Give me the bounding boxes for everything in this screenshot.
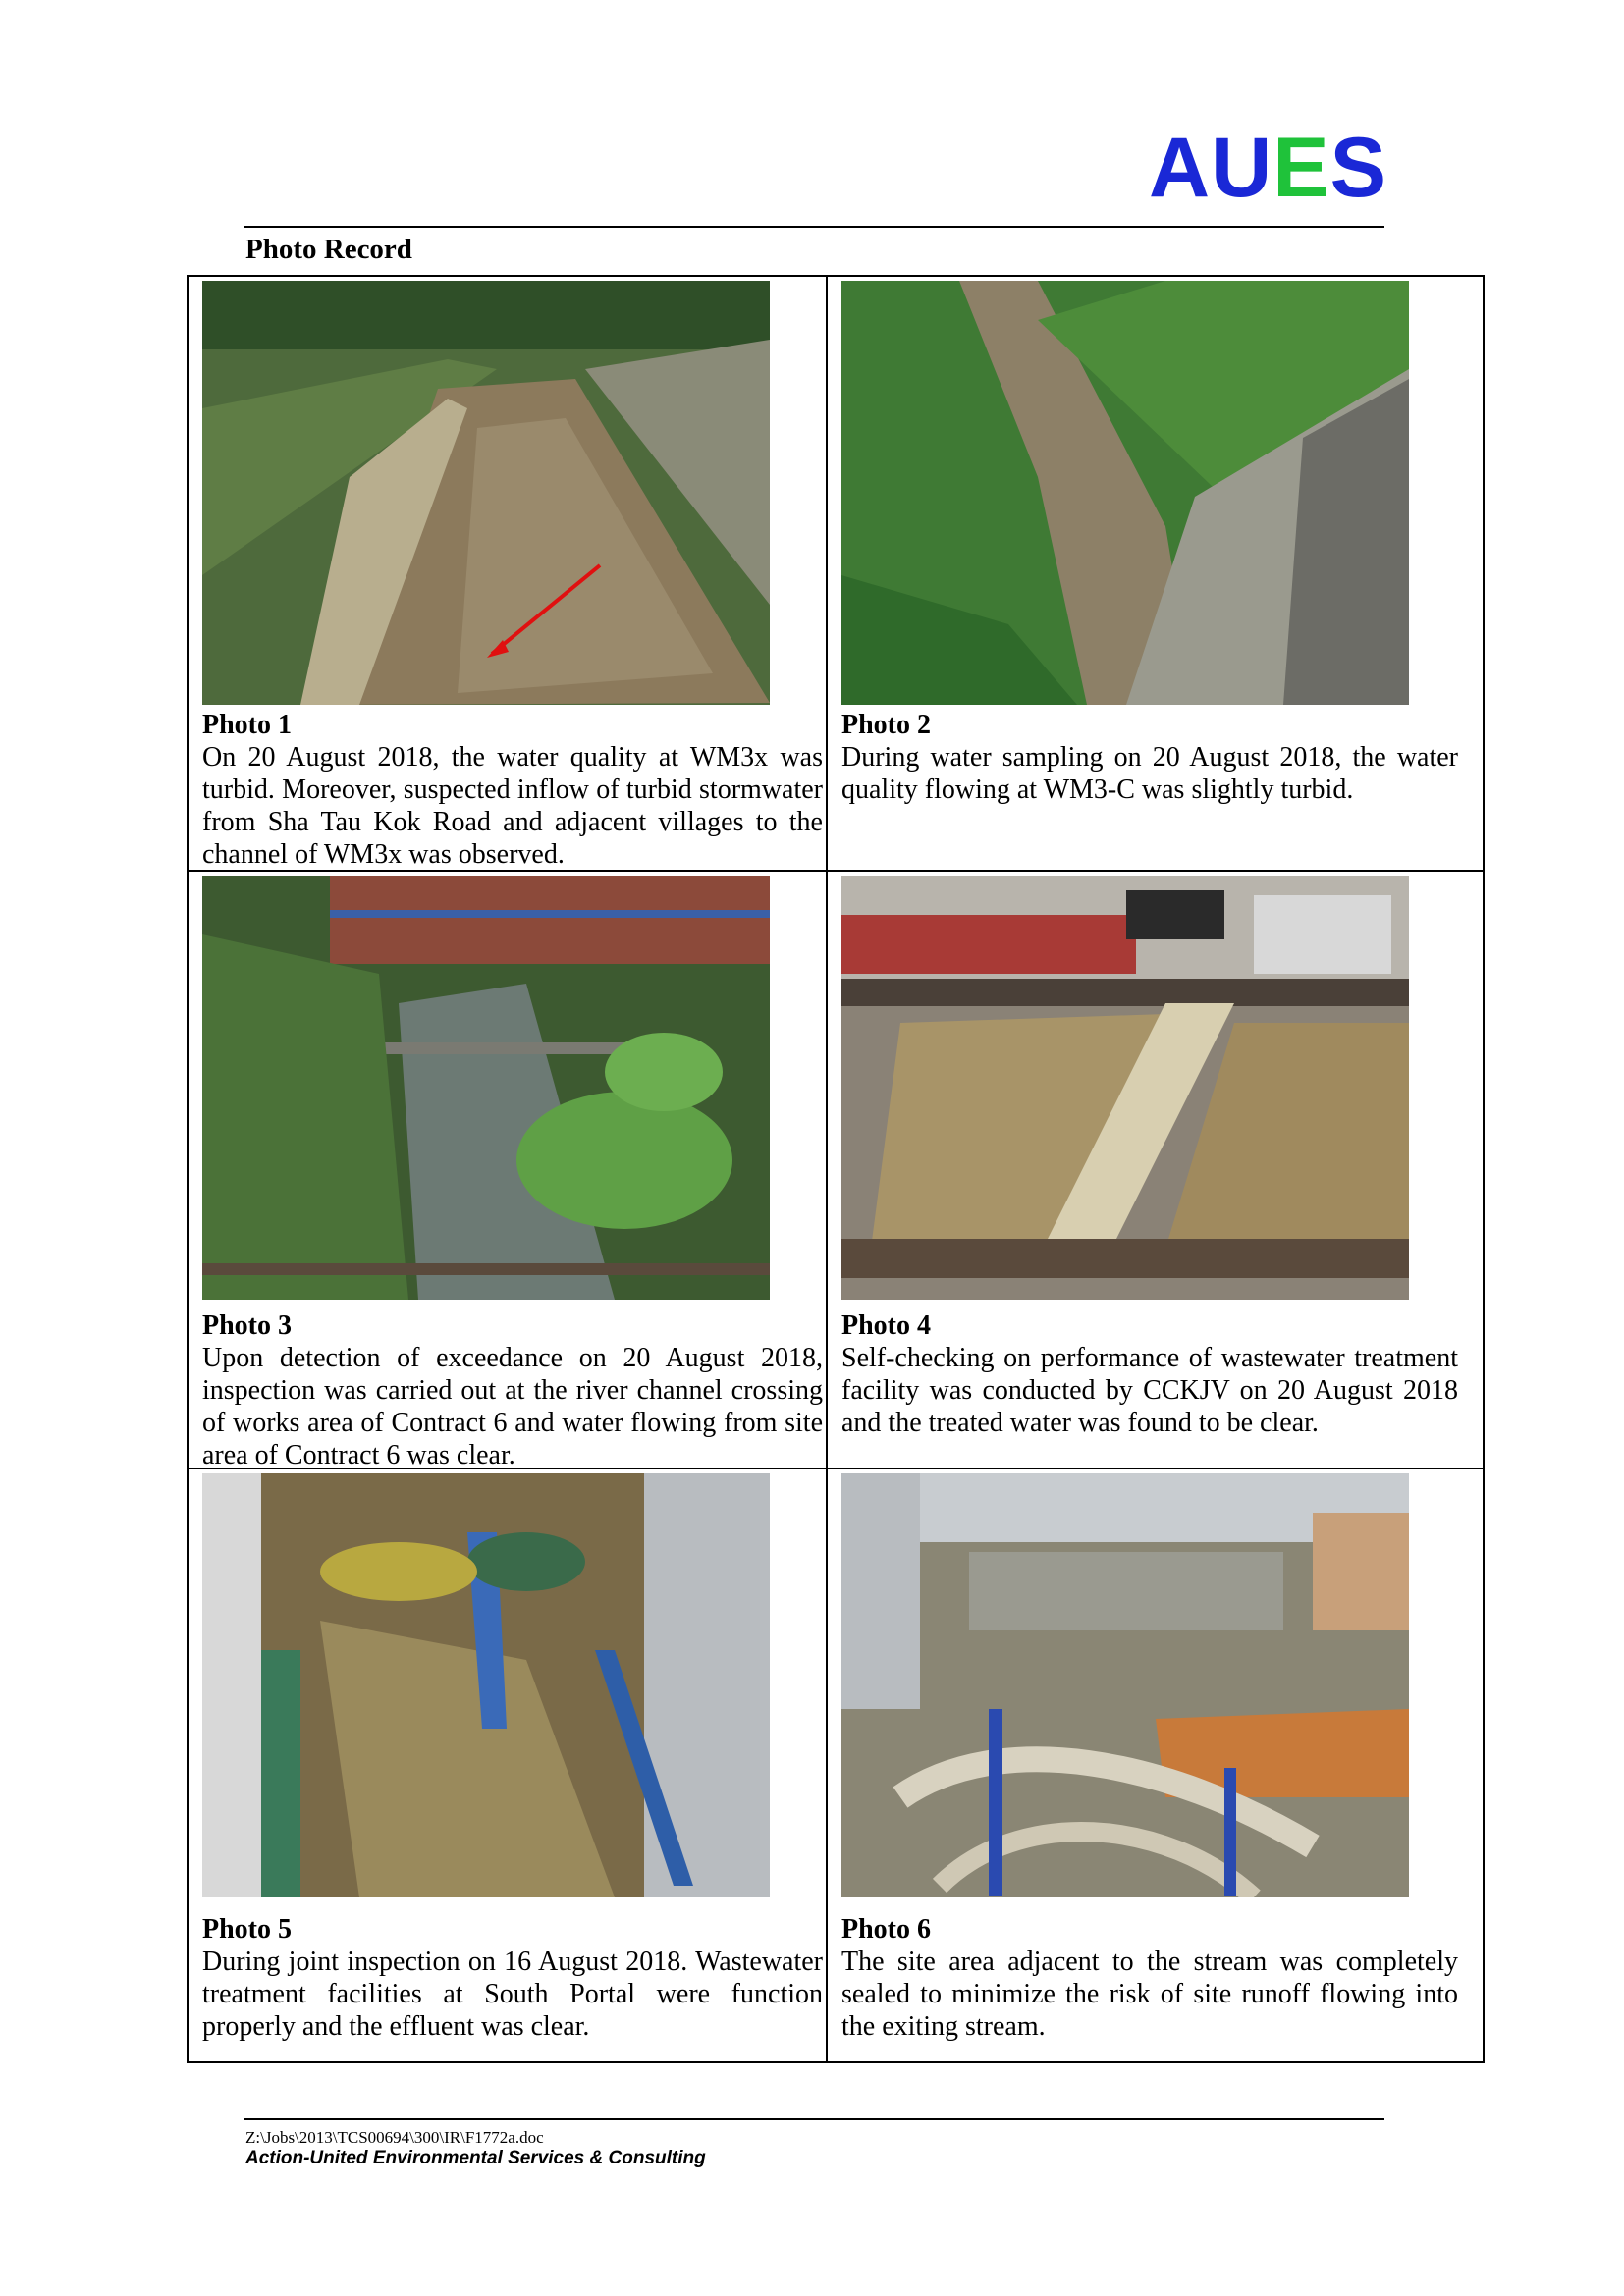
photo-2-caption <box>841 709 1458 806</box>
photo-1-caption <box>202 709 823 871</box>
photo-1-text: On 20 August 2018, the water quality at WM3x was turbid. Moreover, suspected inflow of turbid stormwater from Sha Tau Kok Road and adjacent villages to the channel of WM3x was observed. <box>202 742 823 870</box>
table-column-divider <box>826 277 828 2061</box>
photo-1-label: Photo 1 <box>202 710 292 740</box>
photo-2-label: Photo 2 <box>841 710 931 740</box>
photo-5-label: Photo 5 <box>202 1914 292 1945</box>
photo-3-image <box>202 876 770 1300</box>
footer-divider <box>244 2118 1384 2120</box>
photo-4-label: Photo 4 <box>841 1310 931 1341</box>
photo-record-table <box>187 275 1485 2063</box>
photo-5-caption <box>202 1913 823 2043</box>
footer-company-name: Action-United Environmental Services & Consulting <box>245 2148 706 2168</box>
photo-6-label: Photo 6 <box>841 1914 931 1945</box>
header-divider <box>244 226 1384 228</box>
photo-6-text: The site area adjacent to the stream was completely sealed to minimize the risk of site runoff flowing into the exiting stream. <box>841 1947 1458 2042</box>
photo-4-caption <box>841 1309 1458 1439</box>
photo-4-image <box>841 876 1409 1300</box>
photo-6-image <box>841 1473 1409 1897</box>
section-title: Photo Record <box>245 234 412 265</box>
photo-6-caption <box>841 1913 1458 2043</box>
photo-3-caption <box>202 1309 823 1471</box>
photo-2-image <box>841 281 1409 705</box>
photo-5-text: During joint inspection on 16 August 2018. Wastewater treatment facilities at South Portal were function properly and the effluent was clear. <box>202 1947 823 2042</box>
photo-3-text: Upon detection of exceedance on 20 August 2018, inspection was carried out at the river channel crossing of works area of Contract 6 and water flowing from site area of Contract 6 was clear. <box>202 1343 823 1470</box>
photo-1-image <box>202 281 770 705</box>
footer-file-path: Z:\Jobs\2013\TCS00694\300\IR\F1772a.doc <box>245 2128 544 2147</box>
photo-5-image <box>202 1473 770 1897</box>
photo-4-text: Self-checking on performance of wastewater treatment facility was conducted by CCKJV on 20 August 2018 and the treated water was found to be clear. <box>841 1343 1458 1438</box>
aues-logo: AUES <box>1149 121 1387 215</box>
photo-3-label: Photo 3 <box>202 1310 292 1341</box>
photo-2-text: During water sampling on 20 August 2018, the water quality flowing at WM3-C was slightly turbid. <box>841 742 1458 805</box>
